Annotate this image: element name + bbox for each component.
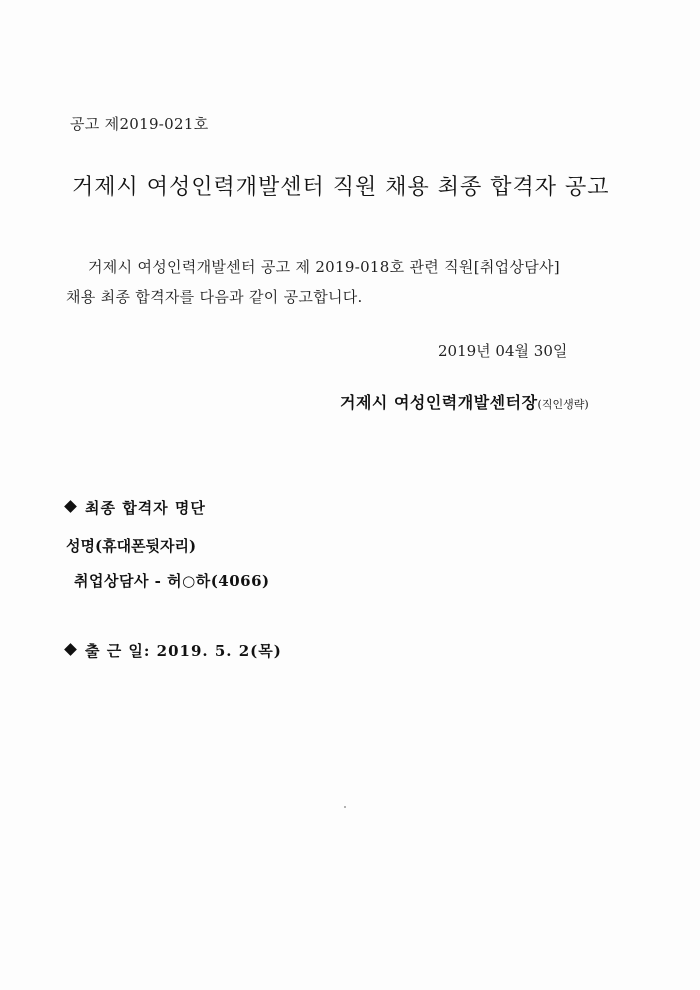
finalists-section-heading xyxy=(66,497,206,518)
seal-note: (직인생략) xyxy=(537,398,589,411)
body-line-1: 거제시 여성인력개발센터 공고 제 2019-018호 관련 직원[취업상담사] xyxy=(88,258,560,276)
start-date-text: 출 근 일: 2019. 5. 2(목) xyxy=(85,642,282,660)
finalists-column-header: 성명(휴대폰뒷자리) xyxy=(66,537,197,555)
notice-number: 공고 제2019-021호 xyxy=(70,115,209,133)
announcement-date: 2019년 04월 30일 xyxy=(438,342,568,360)
finalists-heading-text: 최종 합격자 명단 xyxy=(85,499,206,517)
finalist-entry: 취업상담사 - 허○하(4066) xyxy=(74,572,270,590)
scan-speck xyxy=(344,806,346,808)
diamond-bullet-icon xyxy=(64,643,77,656)
issuer-signature xyxy=(340,390,589,413)
issuer-name: 거제시 여성인력개발센터장 xyxy=(340,393,538,412)
start-date-section xyxy=(66,640,282,661)
document-title: 거제시 여성인력개발센터 직원 채용 최종 합격자 공고 xyxy=(72,175,610,200)
announcement-body xyxy=(66,252,646,312)
diamond-bullet-icon xyxy=(64,500,77,513)
body-line-2: 채용 최종 합격자를 다음과 같이 공고합니다. xyxy=(66,288,363,306)
